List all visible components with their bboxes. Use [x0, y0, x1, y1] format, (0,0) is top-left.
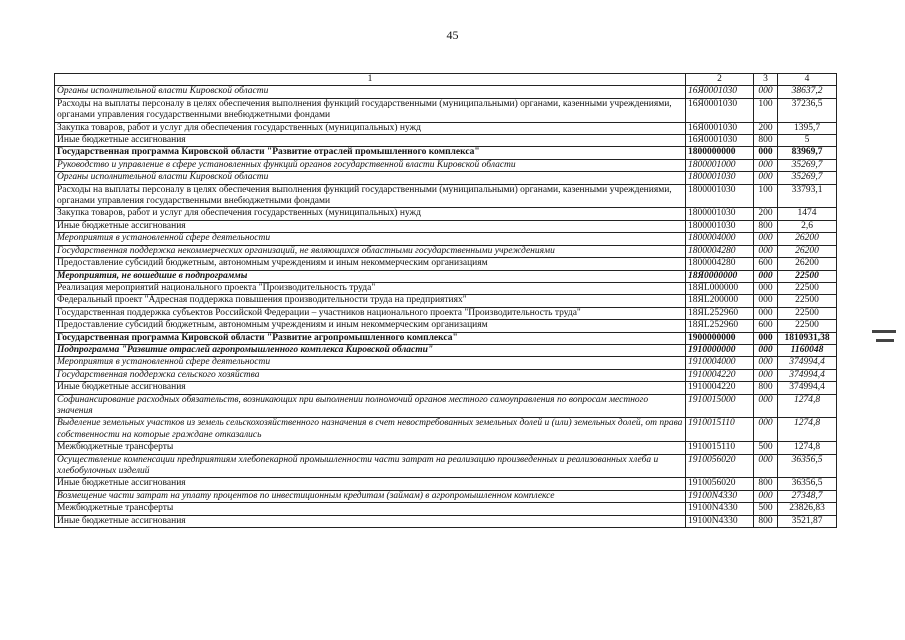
row-type-cell: 000	[754, 307, 778, 319]
column-number: 1	[55, 74, 686, 86]
row-code-cell: 1900000000	[686, 332, 754, 344]
table-row	[55, 320, 837, 332]
row-sum-cell: 36356,5	[778, 478, 837, 490]
row-type-cell: 000	[754, 369, 778, 381]
table-row	[55, 515, 837, 527]
row-name-cell: Иные бюджетные ассигнования	[55, 382, 686, 394]
row-sum-cell: 22500	[778, 270, 837, 282]
row-code-cell: 1910004220	[686, 369, 754, 381]
row-sum-cell: 1810931,38	[778, 332, 837, 344]
row-type-cell: 500	[754, 442, 778, 454]
row-code-cell: 1910056020	[686, 454, 754, 478]
row-name-cell: Межбюджетные трансферты	[55, 442, 686, 454]
row-sum-cell: 36356,5	[778, 454, 837, 478]
column-number: 2	[686, 74, 754, 86]
row-type-cell: 600	[754, 320, 778, 332]
row-type-cell: 000	[754, 418, 778, 442]
table-row	[55, 282, 837, 294]
row-name-cell: Подпрограмма "Развитие отраслей агропромышленного комплекса Кировской области"	[55, 344, 686, 356]
row-type-cell: 500	[754, 503, 778, 515]
row-type-cell: 000	[754, 147, 778, 159]
table-row	[55, 184, 837, 208]
table-row	[55, 233, 837, 245]
column-number-row	[55, 74, 837, 86]
table-row	[55, 245, 837, 257]
row-sum-cell: 5	[778, 135, 837, 147]
row-sum-cell: 1274,8	[778, 418, 837, 442]
row-type-cell: 000	[754, 172, 778, 184]
table-row	[55, 332, 837, 344]
row-code-cell: 18ЯL252960	[686, 320, 754, 332]
row-type-cell: 000	[754, 86, 778, 98]
table-row	[55, 369, 837, 381]
row-code-cell: 1910004000	[686, 357, 754, 369]
table-row	[55, 307, 837, 319]
row-name-cell: Мероприятия в установленной сфере деятельности	[55, 357, 686, 369]
row-type-cell: 000	[754, 245, 778, 257]
row-sum-cell: 1395,7	[778, 122, 837, 134]
row-code-cell: 18ЯL200000	[686, 295, 754, 307]
row-type-cell: 000	[754, 344, 778, 356]
row-name-cell: Государственная поддержка субъектов Российской Федерации – участников национального проекта "Производительность труда"	[55, 307, 686, 319]
row-code-cell: 19100N4330	[686, 490, 754, 502]
row-name-cell: Выделение земельных участков из земель сельскохозяйственного назначения в счет невостребованных земельных долей и (или) земельных долей, от права собственности на которые граждане отказались	[55, 418, 686, 442]
row-type-cell: 000	[754, 233, 778, 245]
row-name-cell: Органы исполнительной власти Кировской области	[55, 86, 686, 98]
table-row	[55, 490, 837, 502]
row-sum-cell: 33793,1	[778, 184, 837, 208]
page-number: 45	[446, 28, 459, 42]
row-type-cell: 200	[754, 208, 778, 220]
row-sum-cell: 26200	[778, 258, 837, 270]
row-code-cell: 1910056020	[686, 478, 754, 490]
table-row	[55, 270, 837, 282]
row-sum-cell: 1274,8	[778, 394, 837, 418]
row-name-cell: Государственная программа Кировской области "Развитие отраслей промышленного комплекса"	[55, 147, 686, 159]
row-name-cell: Государственная поддержка некоммерческих организаций, не являющихся областными государственными учреждениями	[55, 245, 686, 257]
row-type-cell: 000	[754, 454, 778, 478]
row-sum-cell: 374994,4	[778, 369, 837, 381]
table-row	[55, 442, 837, 454]
row-sum-cell: 38637,2	[778, 86, 837, 98]
row-name-cell: Иные бюджетные ассигнования	[55, 515, 686, 527]
row-type-cell: 800	[754, 478, 778, 490]
table-row	[55, 86, 837, 98]
row-code-cell: 1800001030	[686, 184, 754, 208]
row-name-cell: Иные бюджетные ассигнования	[55, 478, 686, 490]
row-sum-cell: 3521,87	[778, 515, 837, 527]
row-code-cell: 16Я0001030	[686, 135, 754, 147]
row-type-cell: 000	[754, 159, 778, 171]
row-type-cell: 000	[754, 295, 778, 307]
row-code-cell: 1910015110	[686, 418, 754, 442]
row-name-cell: Закупка товаров, работ и услуг для обеспечения государственных (муниципальных) нужд	[55, 208, 686, 220]
table-row	[55, 418, 837, 442]
row-name-cell: Возмещение части затрат на уплату процентов по инвестиционным кредитам (займам) в агропромышленном комплексе	[55, 490, 686, 502]
row-name-cell: Предоставление субсидий бюджетным, автономным учреждениям и иным некоммерческим организациям	[55, 258, 686, 270]
row-code-cell: 1800004280	[686, 258, 754, 270]
row-type-cell: 000	[754, 332, 778, 344]
table-row	[55, 382, 837, 394]
table-row	[55, 147, 837, 159]
row-sum-cell: 35269,7	[778, 159, 837, 171]
row-name-cell: Иные бюджетные ассигнования	[55, 220, 686, 232]
row-sum-cell: 1274,8	[778, 442, 837, 454]
row-code-cell: 18ЯL252960	[686, 307, 754, 319]
column-number: 3	[754, 74, 778, 86]
row-code-cell: 1910000000	[686, 344, 754, 356]
row-sum-cell: 22500	[778, 307, 837, 319]
scan-artifact	[872, 330, 896, 333]
row-name-cell: Мероприятия в установленной сфере деятельности	[55, 233, 686, 245]
table-row	[55, 295, 837, 307]
table-row	[55, 220, 837, 232]
scan-artifact	[876, 339, 894, 342]
row-name-cell: Реализация мероприятий национального проекта "Производительность труда"	[55, 282, 686, 294]
row-code-cell: 19100N4330	[686, 515, 754, 527]
row-name-cell: Расходы на выплаты персоналу в целях обеспечения выполнения функций государственными (муниципальными) органами, казенными учреждениями, органами управления государственными внебюджетными фондами	[55, 184, 686, 208]
table-row	[55, 208, 837, 220]
table-row	[55, 478, 837, 490]
table-row	[55, 122, 837, 134]
table-row	[55, 503, 837, 515]
table-row	[55, 357, 837, 369]
table-row	[55, 172, 837, 184]
row-name-cell: Мероприятия, не вошедшие в подпрограммы	[55, 270, 686, 282]
row-name-cell: Государственная программа Кировской области "Развитие агропромышленного комплекса"	[55, 332, 686, 344]
row-sum-cell: 1160048	[778, 344, 837, 356]
table-row	[55, 344, 837, 356]
row-code-cell: 1800001000	[686, 159, 754, 171]
row-code-cell: 1910015000	[686, 394, 754, 418]
row-type-cell: 100	[754, 184, 778, 208]
row-name-cell: Закупка товаров, работ и услуг для обеспечения государственных (муниципальных) нужд	[55, 122, 686, 134]
row-code-cell: 1800000000	[686, 147, 754, 159]
row-sum-cell: 26200	[778, 245, 837, 257]
row-code-cell: 1910015110	[686, 442, 754, 454]
row-sum-cell: 2,6	[778, 220, 837, 232]
row-name-cell: Иные бюджетные ассигнования	[55, 135, 686, 147]
row-code-cell: 18ЯL000000	[686, 282, 754, 294]
row-code-cell: 1800004280	[686, 245, 754, 257]
row-name-cell: Софинансирование расходных обязательств, возникающих при выполнении полномочий органов местного самоуправления по вопросам местного значения	[55, 394, 686, 418]
row-type-cell: 000	[754, 490, 778, 502]
row-type-cell: 000	[754, 394, 778, 418]
row-type-cell: 800	[754, 515, 778, 527]
row-code-cell: 1800001030	[686, 172, 754, 184]
row-code-cell: 16Я0001030	[686, 122, 754, 134]
row-sum-cell: 83969,7	[778, 147, 837, 159]
row-name-cell: Осуществление компенсации предприятиям хлебопекарной промышленности части затрат на реализацию произведенных и реализованных хлеба и хлебобулочных изделий	[55, 454, 686, 478]
row-sum-cell: 22500	[778, 320, 837, 332]
row-sum-cell: 35269,7	[778, 172, 837, 184]
row-sum-cell: 27348,7	[778, 490, 837, 502]
row-code-cell: 18Я0000000	[686, 270, 754, 282]
table-row	[55, 258, 837, 270]
budget-table-body	[55, 74, 837, 528]
row-name-cell: Руководство и управление в сфере установленных функций органов государственной власти Кировской области	[55, 159, 686, 171]
row-type-cell: 000	[754, 282, 778, 294]
row-sum-cell: 26200	[778, 233, 837, 245]
row-sum-cell: 374994,4	[778, 382, 837, 394]
row-type-cell: 000	[754, 357, 778, 369]
row-sum-cell: 37236,5	[778, 98, 837, 122]
row-sum-cell: 374994,4	[778, 357, 837, 369]
row-code-cell: 1910004220	[686, 382, 754, 394]
row-type-cell: 800	[754, 135, 778, 147]
row-type-cell: 100	[754, 98, 778, 122]
row-sum-cell: 1474	[778, 208, 837, 220]
table-row	[55, 98, 837, 122]
row-type-cell: 600	[754, 258, 778, 270]
row-code-cell: 1800004000	[686, 233, 754, 245]
table-row	[55, 135, 837, 147]
row-name-cell: Органы исполнительной власти Кировской области	[55, 172, 686, 184]
row-name-cell: Межбюджетные трансферты	[55, 503, 686, 515]
row-code-cell: 16Я0001030	[686, 98, 754, 122]
column-number: 4	[778, 74, 837, 86]
row-type-cell: 000	[754, 270, 778, 282]
table-row	[55, 394, 837, 418]
row-type-cell: 800	[754, 382, 778, 394]
row-code-cell: 1800001030	[686, 220, 754, 232]
row-code-cell: 16Я0001030	[686, 86, 754, 98]
row-sum-cell: 23826,83	[778, 503, 837, 515]
budget-table	[54, 73, 837, 528]
row-code-cell: 19100N4330	[686, 503, 754, 515]
row-name-cell: Федеральный проект "Адресная поддержка повышения производительности труда на предприятиях"	[55, 295, 686, 307]
row-type-cell: 800	[754, 220, 778, 232]
row-name-cell: Государственная поддержка сельского хозяйства	[55, 369, 686, 381]
table-row	[55, 454, 837, 478]
row-sum-cell: 22500	[778, 295, 837, 307]
table-row	[55, 159, 837, 171]
row-type-cell: 200	[754, 122, 778, 134]
row-code-cell: 1800001030	[686, 208, 754, 220]
row-name-cell: Предоставление субсидий бюджетным, автономным учреждениям и иным некоммерческим организациям	[55, 320, 686, 332]
row-name-cell: Расходы на выплаты персоналу в целях обеспечения выполнения функций государственными (муниципальными) органами, казенными учреждениями, органами управления государственными внебюджетными фондами	[55, 98, 686, 122]
row-sum-cell: 22500	[778, 282, 837, 294]
